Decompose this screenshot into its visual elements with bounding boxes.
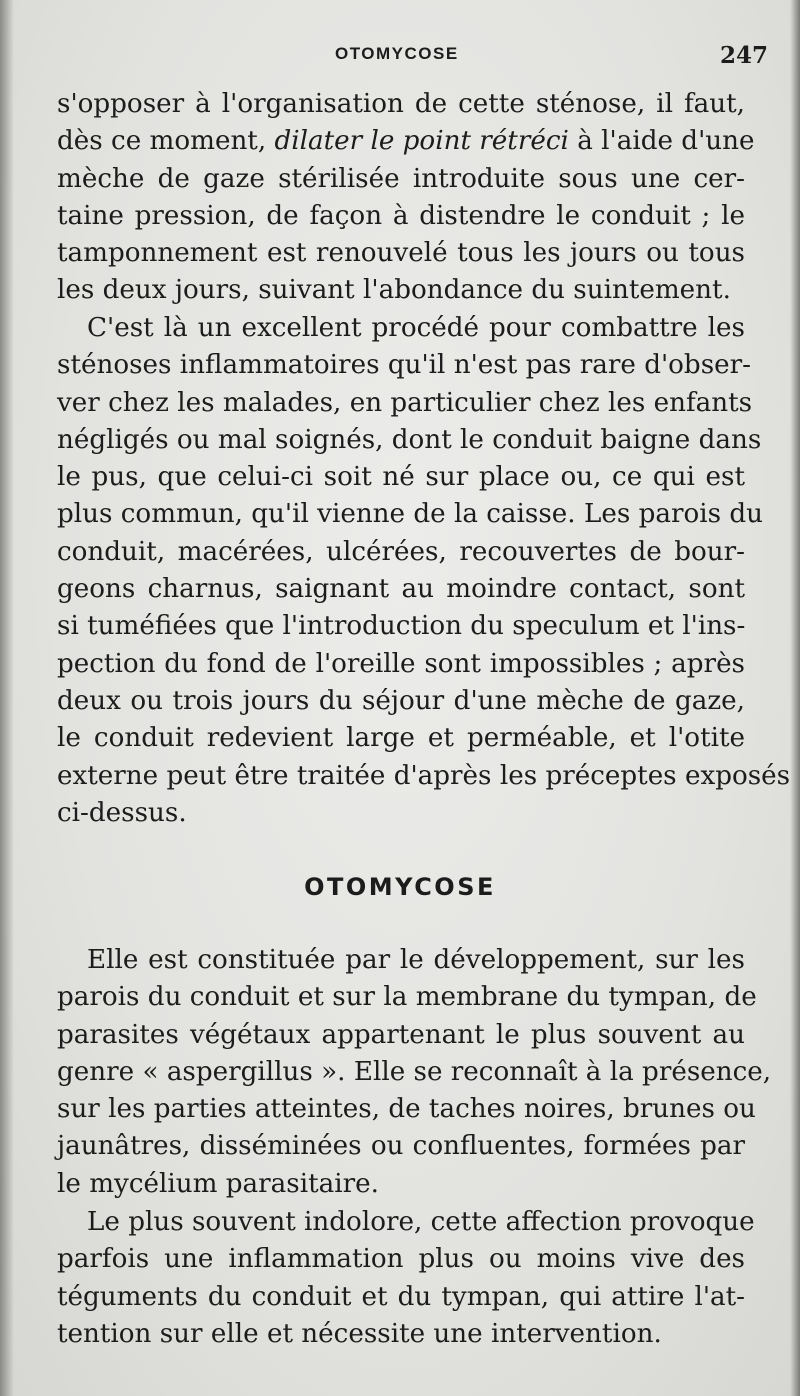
- text-line: parfois une inflammation plus ou moins vive des: [57, 1244, 745, 1275]
- text-line: sur les parties atteintes, de taches noires, brunes ou: [57, 1094, 756, 1125]
- paragraph-stenoses: [57, 310, 791, 832]
- page-left-shadow: [0, 0, 14, 1396]
- text-line: tention sur elle et nécessite une intervention.: [57, 1318, 662, 1349]
- page-right-shadow: [790, 0, 800, 1396]
- text-line: plus commun, qu'il vienne de la caisse. Les parois du: [57, 499, 764, 530]
- paragraph-otomycose-definition: [57, 942, 772, 1203]
- text-segment: à l'aide d'une: [568, 126, 755, 157]
- text-line: mèche de gaze stérilisée introduite sous une cer-: [57, 163, 745, 194]
- text-line: ci-dessus.: [57, 797, 187, 828]
- text-line: C'est là un excellent procédé pour combattre les: [87, 313, 745, 343]
- emphasis-text: dilater le point rétréci: [274, 126, 569, 157]
- text-line: conduit, macérées, ulcérées, recouvertes de bour-: [57, 536, 745, 567]
- text-line: négligés ou mal soignés, dont le conduit baigne dans: [57, 424, 762, 455]
- text-line: [57, 123, 755, 160]
- text-line: genre « aspergillus ». Elle se reconnaît à la présence,: [57, 1056, 772, 1087]
- text-line: parois du conduit et sur la membrane du tympan, de: [57, 982, 757, 1013]
- text-line: geons charnus, saignant au moindre contact, sont: [57, 574, 745, 605]
- text-line: téguments du conduit et du tympan, qui attire l'at-: [57, 1281, 745, 1312]
- text-line: externe peut être traitée d'après les préceptes exposés: [57, 760, 791, 791]
- text-line: sténoses inflammatoires qu'il n'est pas rare d'obser-: [57, 350, 751, 381]
- section-heading: OTOMYCOSE: [304, 873, 496, 901]
- running-title: OTOMYCOSE: [335, 44, 459, 63]
- text-line: tamponnement est renouvelé tous les jours ou tous: [57, 238, 745, 269]
- text-line: les deux jours, suivant l'abondance du suintement.: [57, 275, 731, 306]
- text-line: Le plus souvent indolore, cette affection provoque: [87, 1207, 755, 1237]
- paragraph-otomycose-symptoms: [57, 1204, 755, 1353]
- text-line: le pus, que celui-ci soit né sur place ou, ce qui est: [57, 462, 745, 493]
- page-number: 247: [719, 42, 768, 69]
- text-line: deux ou trois jours du séjour d'une mèche de gaze,: [57, 685, 745, 716]
- text-line: si tuméfiées que l'introduction du speculum et l'ins-: [57, 611, 746, 642]
- text-line: le conduit redevient large et perméable, et l'otite: [57, 723, 745, 754]
- text-line: jaunâtres, disséminées ou confluentes, formées par: [57, 1131, 745, 1162]
- text-segment: dès ce moment,: [57, 126, 275, 157]
- running-head: [0, 44, 800, 74]
- text-line: le mycélium parasitaire.: [57, 1168, 379, 1199]
- paragraph-continued: [57, 86, 755, 310]
- text-line: parasites végétaux appartenant le plus souvent au: [57, 1019, 745, 1050]
- text-line: pection du fond de l'oreille sont impossibles ; après: [57, 648, 745, 679]
- text-line: s'opposer à l'organisation de cette sténose, il faut,: [57, 89, 745, 119]
- text-line: Elle est constituée par le développement, sur les: [87, 945, 745, 975]
- text-line: taine pression, de façon à distendre le conduit ; le: [57, 200, 745, 231]
- text-line: ver chez les malades, en particulier chez les enfants: [57, 387, 753, 418]
